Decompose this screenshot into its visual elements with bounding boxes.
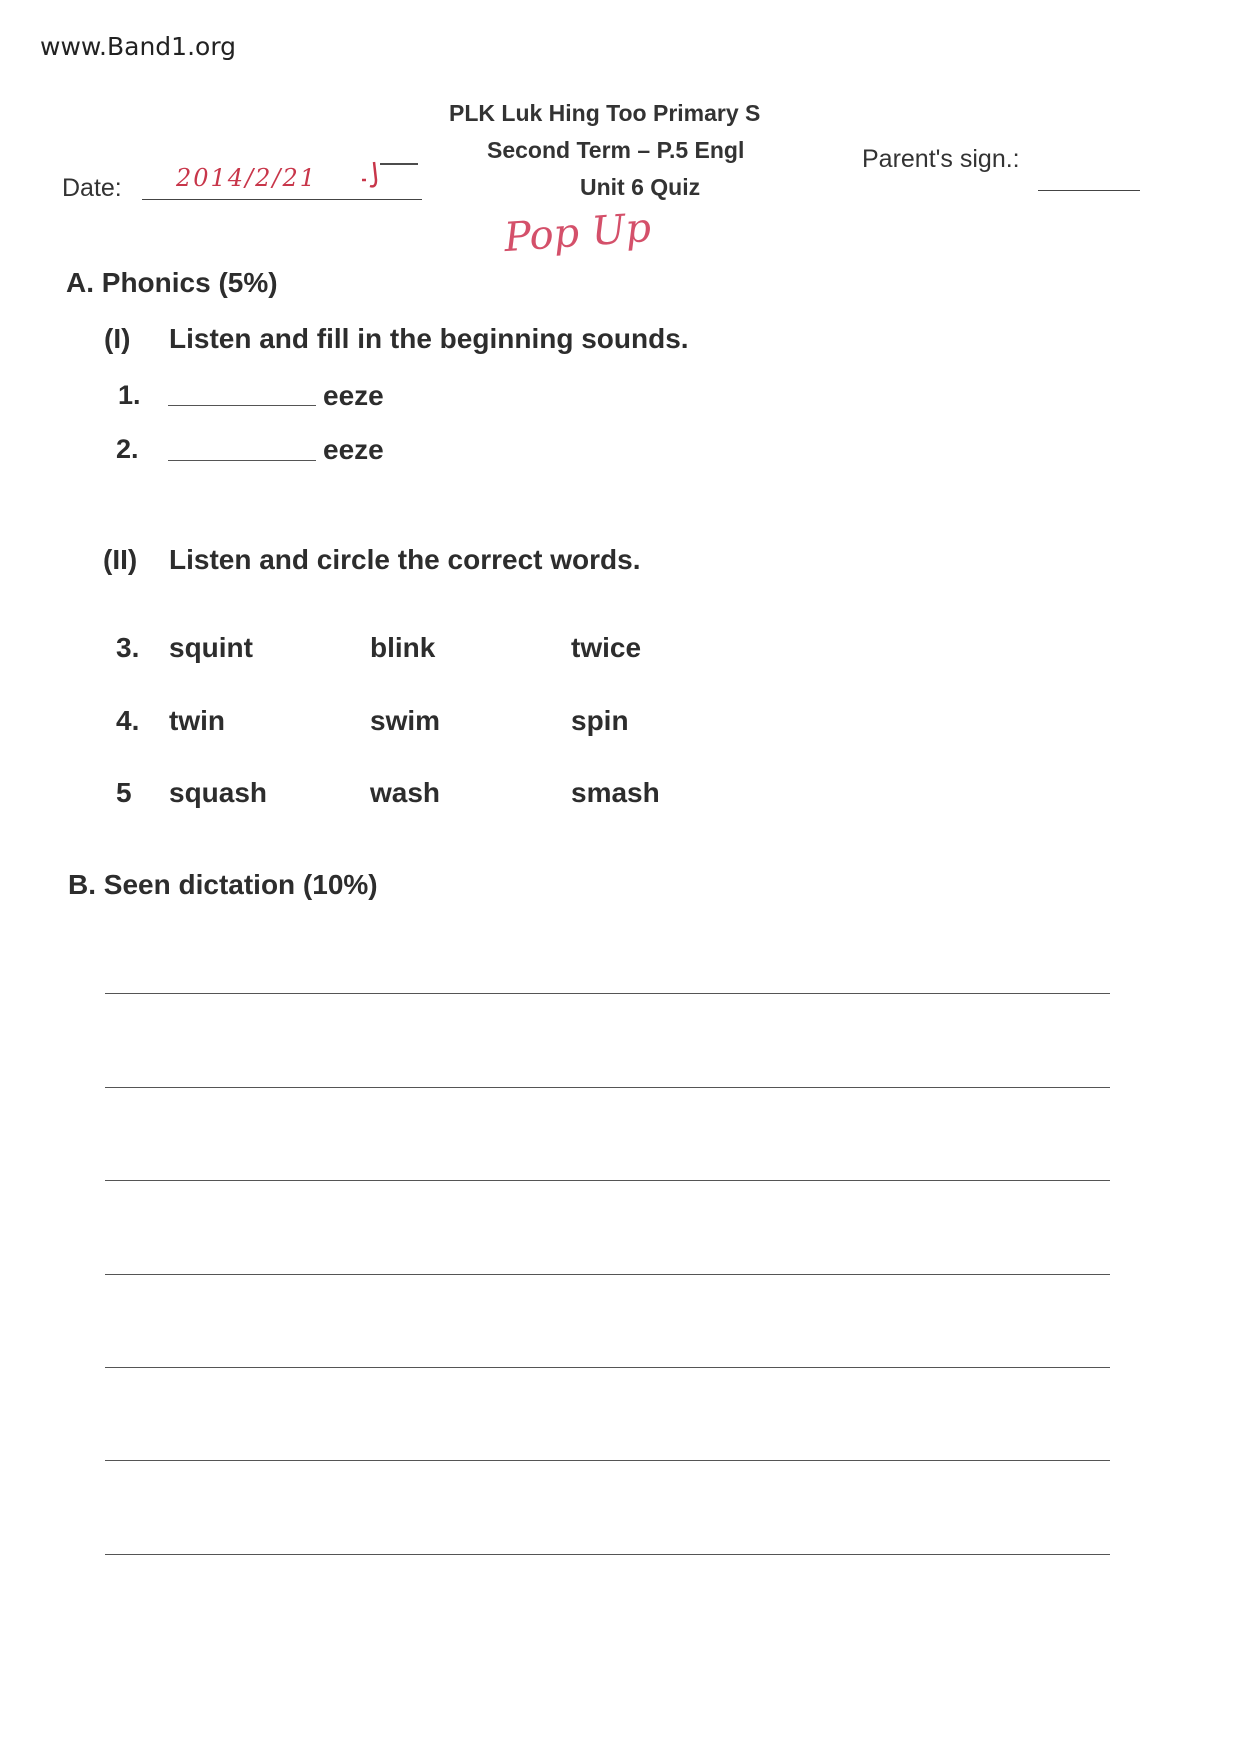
date-line xyxy=(142,199,422,200)
question-number: 1. xyxy=(118,380,141,410)
handwritten-note: Pop Up xyxy=(502,204,653,262)
date-label: Date: xyxy=(62,174,122,202)
parent-sign-line xyxy=(1038,190,1140,191)
school-name: PLK Luk Hing Too Primary S xyxy=(449,100,761,126)
word-suffix: eeze xyxy=(323,380,384,411)
word-option[interactable]: squint xyxy=(169,632,253,663)
question-number: 3. xyxy=(116,632,140,663)
dictation-line[interactable] xyxy=(105,1274,1110,1275)
part-2-instruction: Listen and circle the correct words. xyxy=(169,544,641,575)
part-1-instruction: Listen and fill in the beginning sounds. xyxy=(169,323,689,354)
word-suffix: eeze xyxy=(323,434,384,465)
term-subject: Second Term – P.5 Engl xyxy=(487,137,745,163)
dictation-line[interactable] xyxy=(105,993,1110,994)
section-b-title: B. Seen dictation (10%) xyxy=(68,869,378,900)
dictation-line[interactable] xyxy=(105,1087,1110,1088)
word-option[interactable]: smash xyxy=(571,777,660,808)
word-option[interactable]: spin xyxy=(571,705,629,736)
date-handwritten: 2014/2/21 xyxy=(176,164,318,192)
word-option[interactable]: squash xyxy=(169,777,268,808)
word-option[interactable]: wash xyxy=(370,777,441,808)
quiz-title: Unit 6 Quiz xyxy=(580,174,701,200)
answer-blank[interactable] xyxy=(168,405,316,406)
question-number: 4. xyxy=(116,705,140,736)
watermark: www.Band1.org xyxy=(40,32,237,61)
word-option[interactable]: blink xyxy=(370,632,436,663)
word-option[interactable]: swim xyxy=(370,705,441,736)
tick-mark-icon xyxy=(360,150,420,190)
question-number: 5 xyxy=(116,777,132,808)
part-2-number: (II) xyxy=(103,544,138,575)
part-1-number: (I) xyxy=(104,323,131,354)
word-option[interactable]: twin xyxy=(169,705,225,736)
word-option[interactable]: twice xyxy=(571,632,642,663)
section-a-title: A. Phonics (5%) xyxy=(66,267,278,298)
dictation-line[interactable] xyxy=(105,1554,1110,1555)
dictation-line[interactable] xyxy=(105,1180,1110,1181)
dictation-line[interactable] xyxy=(105,1367,1110,1368)
question-number: 2. xyxy=(116,434,139,464)
answer-blank[interactable] xyxy=(168,460,316,461)
parent-sign-label: Parent's sign.: xyxy=(862,145,1020,173)
dictation-line[interactable] xyxy=(105,1460,1110,1461)
